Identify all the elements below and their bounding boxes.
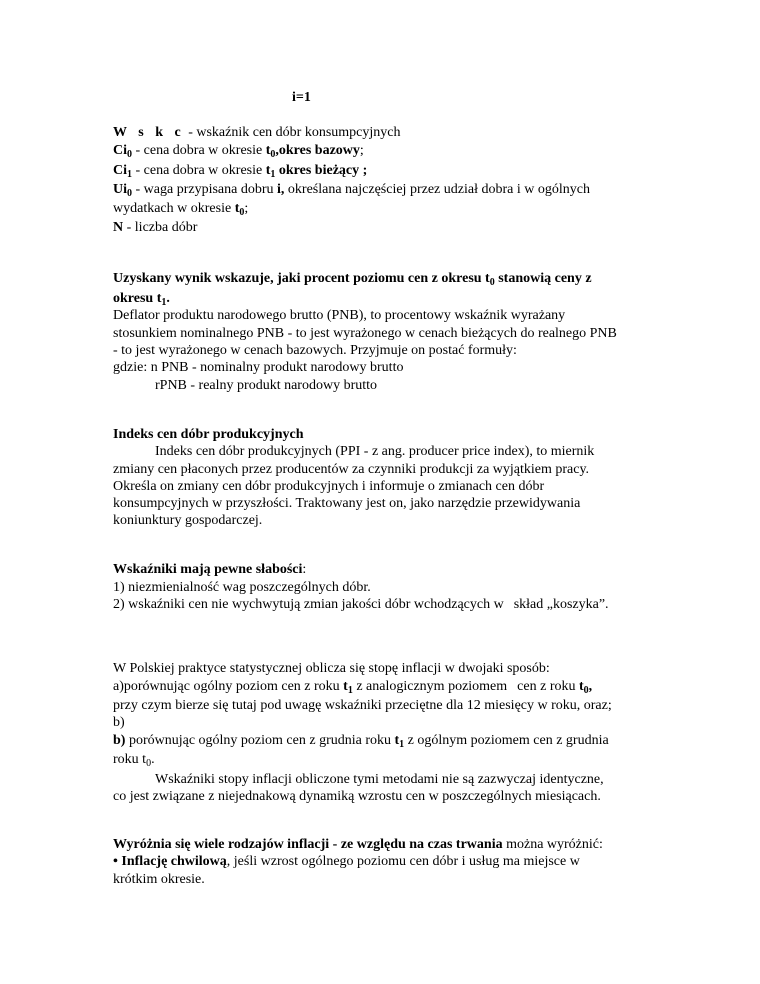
result-heading-line1: Uzyskany wynik wskazuje, jaki procent poziomu cen z okresu $t_0$ stanowią ceny z bbox=[113, 271, 592, 288]
inflation-note-2: co jest związane z niejednakową dynamiką wzrostu cen w poszczególnych miesiącach. bbox=[113, 789, 601, 804]
ppi-line-5: koniunktury gospodarczej. bbox=[113, 513, 263, 528]
inflation-a-line2: przy czym bierze się tutaj pod uwagę wskaźniki przeciętne dla 12 miesięcy w roku, oraz; bbox=[113, 698, 612, 713]
deflator-line-2: stosunkiem nominalnego PNB - to jest wyrażonego w cenach bieżących do realnego PNB bbox=[113, 326, 617, 341]
weak-item-1: 1) niezmienialność wag poszczególnych dóbr. bbox=[113, 580, 371, 595]
inflation-b: b) porównując ogólny poziom cen z grudnia roku $t_1$ z ogólnym poziomem cen z grudnia bbox=[113, 733, 609, 750]
deflator-line-3: - to jest wyrażonego w cenach bazowych. Przyjmuje on postać formuły: bbox=[113, 343, 517, 358]
term-wskc: W s k c bbox=[113, 125, 185, 140]
ppi-line-3: Określa on zmiany cen dóbr produkcyjnych i informuje o zmianach cen dóbr bbox=[113, 479, 545, 494]
ppi-line-4: konsumpcyjnych w przyszłości. Traktowany jest on, jako narzędzie przewidywania bbox=[113, 496, 581, 511]
ppi-line-2: zmiany cen płaconych przez producentów za czynniki produkcji za wyjątkiem pracy. bbox=[113, 462, 590, 477]
gdzie-line: gdzie: n PNB - nominalny produkt narodowy brutto bbox=[113, 360, 404, 375]
definition-ci0: $Ci_0$ - cena dobra w okresie $t_0,okres$ bazowy; bbox=[113, 143, 364, 160]
inflation-note-1: Wskaźniki stopy inflacji obliczone tymi metodami nie są zazwyczaj identyczne, bbox=[155, 772, 604, 787]
deflator-line-1: Deflator produktu narodowego brutto (PNB), to procentowy wskaźnik wyrażany bbox=[113, 308, 566, 323]
inflation-b-alone: b) bbox=[113, 715, 125, 730]
inflation-line-1: W Polskiej praktyce statystycznej oblicza się stopę inflacji w dwojaki sposób: bbox=[113, 661, 550, 676]
formula-index: i=1 bbox=[292, 90, 311, 105]
definition-ci1: $Ci_1$ - cena dobra w okresie $t_1$ okres bieżący ; bbox=[113, 163, 368, 180]
inflation-a: a)porównując ogólny poziom cen z roku $t_1$ z analogicznym poziomem cen z roku $t_0$, bbox=[113, 679, 593, 696]
weak-item-2: 2) wskaźniki cen nie wychwytują zmian jakości dóbr wchodzących w skład „koszyka”. bbox=[113, 597, 609, 612]
types-lead: Wyróżnia się wiele rodzajów inflacji - ze względu na czas trwania można wyróżnić: bbox=[113, 837, 603, 852]
result-heading-line2: okresu $t_1$. bbox=[113, 291, 170, 308]
types-bullet: • Inflację chwilową, jeśli wzrost ogólnego poziomu cen dóbr i usług ma miejsce w bbox=[113, 854, 580, 869]
definition-n: N - liczba dóbr bbox=[113, 220, 198, 235]
rpnb-line: rPNB - realny produkt narodowy brutto bbox=[155, 378, 378, 393]
inflation-b-line2: roku $t_0$. bbox=[113, 752, 155, 769]
definition-ui0-line2: wydatkach w okresie $t_0$; bbox=[113, 201, 249, 218]
definition-wskc bbox=[113, 124, 401, 142]
definition-ui0: $Ui_0$ - waga przypisana dobru i, określana najczęściej przez udział dobra i w ogólnych bbox=[113, 182, 590, 199]
ppi-line-1: Indeks cen dóbr produkcyjnych (PPI - z ang. producer price index), to miernik bbox=[155, 444, 595, 459]
types-bullet-line2: krótkim okresie. bbox=[113, 872, 205, 887]
desc-wskc: - wskaźnik cen dóbr konsumpcyjnych bbox=[184, 125, 401, 140]
ppi-heading: Indeks cen dóbr produkcyjnych bbox=[113, 427, 304, 442]
weak-heading: Wskaźniki mają pewne słabości: bbox=[113, 562, 307, 577]
